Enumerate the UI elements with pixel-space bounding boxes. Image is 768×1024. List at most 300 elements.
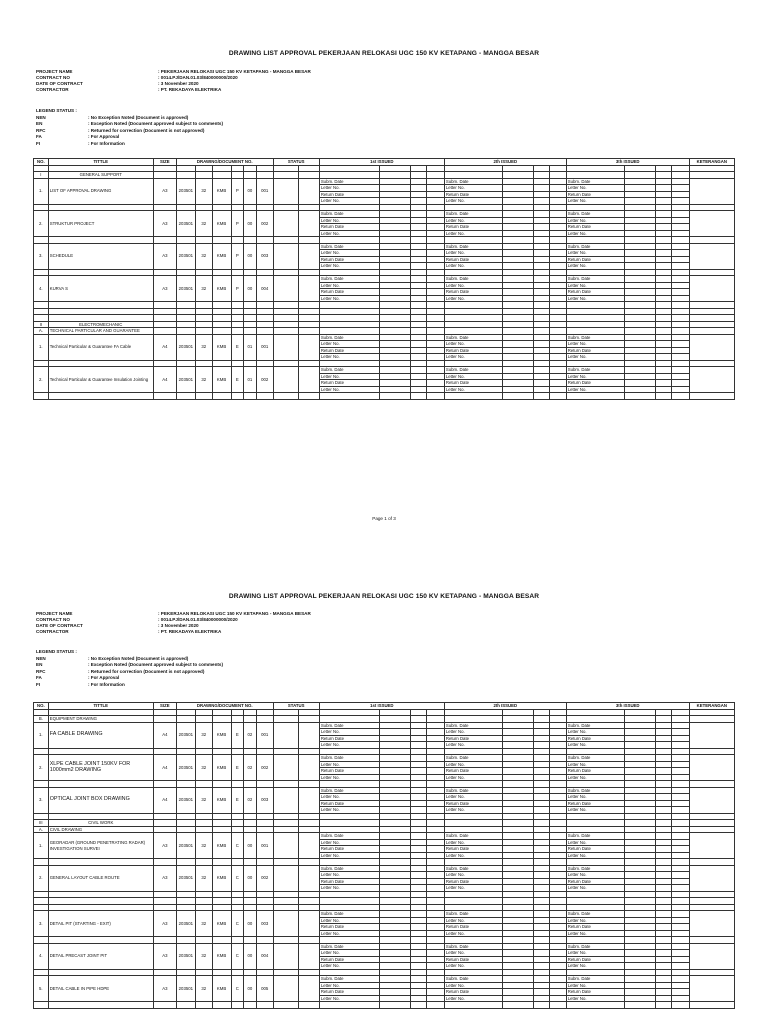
legend-desc: : For Approval [88, 675, 120, 681]
blank-cell [671, 1002, 689, 1009]
doc-part: 203501 [176, 367, 195, 393]
issue-label: Subm. Date [319, 943, 379, 950]
issue-label: Letter No. [566, 794, 624, 801]
issue-label: Letter No. [566, 354, 624, 361]
issue-label: Subm. Date [444, 178, 502, 185]
item-title: KURVA S [48, 276, 153, 302]
status-cell [298, 276, 319, 302]
status-cell [273, 276, 298, 302]
section-no: III [34, 820, 49, 827]
doc-part: E [231, 787, 244, 813]
issue-label: Letter No. [444, 341, 502, 348]
section-no: I [34, 172, 49, 179]
col-second-issued: 2th ISSUED [444, 159, 566, 166]
issue-label: Letter No. [444, 729, 502, 736]
issue-label: Letter No. [566, 807, 624, 814]
issue-label: Letter No. [566, 282, 624, 289]
legend-code: RFC [36, 668, 46, 674]
issue-label: Letter No. [444, 807, 502, 814]
legend-code: FA [36, 675, 42, 681]
section-title: CIVIL DRAWING [48, 826, 153, 833]
doc-part: KMB [212, 367, 231, 393]
remark-cell [689, 911, 734, 937]
issue-label: Letter No. [444, 885, 502, 892]
legend-code: EN [36, 662, 43, 668]
issue-label: Letter No. [444, 282, 502, 289]
issue-label: Letter No. [566, 217, 624, 224]
section-title: ELECTROMECHANIC [48, 321, 153, 328]
item-no: 1. [34, 722, 49, 748]
blank-cell [549, 393, 566, 400]
issue-label: Subm. Date [319, 722, 379, 729]
legend-desc: : For Information [88, 140, 125, 146]
item-size: A3 [153, 911, 176, 937]
blank-cell [256, 393, 273, 400]
issue-label: Return Date [319, 800, 379, 807]
issue-label: Return Date [566, 846, 624, 853]
status-cell [298, 722, 319, 748]
issue-label: Letter No. [319, 729, 379, 736]
issue-label: Letter No. [444, 185, 502, 192]
doc-part: 005 [256, 976, 273, 1002]
doc-part: 32 [195, 178, 212, 204]
doc-part: 02 [244, 755, 257, 781]
blank-cell [153, 393, 176, 400]
col-first-issued: 1st ISSUED [319, 159, 444, 166]
issue-label: Subm. Date [566, 911, 624, 918]
doc-part: 00 [244, 911, 257, 937]
issue-label: Return Date [319, 224, 379, 231]
legend-status [36, 649, 223, 689]
issue-label: Letter No. [566, 230, 624, 237]
issue-label: Letter No. [444, 774, 502, 781]
issue-label: Letter No. [566, 774, 624, 781]
blank-cell [195, 393, 212, 400]
blank-cell [379, 393, 411, 400]
remark-cell [689, 211, 734, 237]
item-title: Technical Particular & Guarantee Insulation Jointing [48, 367, 153, 393]
item-title: DETAIL PRECAST JOINT PIT [48, 943, 153, 969]
issue-label: Letter No. [444, 742, 502, 749]
section-title: EQUIPMENT DRAWING [48, 716, 153, 723]
doc-part: 203501 [176, 211, 195, 237]
status-cell [273, 722, 298, 748]
item-size: A4 [153, 367, 176, 393]
doc-part: 32 [195, 722, 212, 748]
issue-label: Return Date [566, 380, 624, 387]
issue-label: Return Date [566, 256, 624, 263]
doc-part: 02 [244, 722, 257, 748]
issue-label: Letter No. [319, 761, 379, 768]
issue-label: Letter No. [444, 982, 502, 989]
doc-part: KMB [212, 911, 231, 937]
doc-part: 32 [195, 276, 212, 302]
legend-code: FI [36, 681, 41, 687]
blank-cell [656, 1002, 672, 1009]
legend-desc: : No Exception Noted (Document is approved) [88, 655, 189, 661]
remark-cell [689, 367, 734, 393]
item-title: STRUKTUR PROJECT [48, 211, 153, 237]
item-no: 2. [34, 211, 49, 237]
meta-key: PROJECT NAME [36, 611, 73, 616]
issue-label: Subm. Date [566, 243, 624, 250]
blank-cell [624, 393, 656, 400]
blank-cell [426, 393, 444, 400]
issue-label: Letter No. [566, 295, 624, 302]
meta-key: CONTRACTOR [36, 87, 69, 93]
blank-cell [534, 393, 550, 400]
issue-label: Subm. Date [566, 833, 624, 840]
doc-part: C [231, 943, 244, 969]
legend-code: NEN [36, 114, 46, 120]
section-no: A. [34, 826, 49, 833]
status-cell [273, 787, 298, 813]
item-no: 4. [34, 276, 49, 302]
col-size: SIZE [153, 159, 176, 166]
status-cell [273, 943, 298, 969]
blank-cell [212, 393, 231, 400]
issue-label: Letter No. [444, 794, 502, 801]
section-title: TECHNICAL PARTICULAR AND GUARANTEE [48, 328, 153, 335]
legend-code: RFC [36, 127, 46, 133]
issue-label: Letter No. [566, 729, 624, 736]
doc-part: KMB [212, 833, 231, 859]
col-status: STATUS [273, 703, 319, 710]
status-cell [298, 833, 319, 859]
doc-part: 001 [256, 334, 273, 360]
issue-label: Return Date [319, 989, 379, 996]
item-no: 3. [34, 243, 49, 269]
issue-label: Return Date [444, 347, 502, 354]
issue-label: Return Date [444, 800, 502, 807]
page-number: Page 1 of 3 [372, 516, 396, 521]
doc-part: 002 [256, 211, 273, 237]
doc-part: KMB [212, 722, 231, 748]
issue-label: Subm. Date [319, 243, 379, 250]
item-no: 1. [34, 833, 49, 859]
doc-part: 002 [256, 755, 273, 781]
status-cell [298, 865, 319, 891]
meta-value: : 0014.PJ/DAN.01.03/840000000/2020 [158, 75, 238, 81]
blank-row [34, 1002, 735, 1009]
doc-part: C [231, 865, 244, 891]
meta-key: DATE OF CONTRACT [36, 81, 83, 87]
issue-label: Subm. Date [566, 943, 624, 950]
blank-cell [212, 1002, 231, 1009]
item-size: A3 [153, 178, 176, 204]
status-cell [298, 787, 319, 813]
issue-label: Return Date [444, 380, 502, 387]
blank-cell [298, 1002, 319, 1009]
issue-label: Letter No. [444, 230, 502, 237]
col-remark: KETERANGAN [689, 159, 734, 166]
issue-label: Letter No. [566, 250, 624, 257]
issue-label: Subm. Date [444, 755, 502, 762]
issue-label: Letter No. [444, 852, 502, 859]
legend-row [36, 669, 223, 676]
section-no: B. [34, 716, 49, 723]
status-cell [298, 243, 319, 269]
doc-part: 32 [195, 833, 212, 859]
issue-label: Subm. Date [319, 911, 379, 918]
legend-row [36, 675, 223, 682]
issue-label: Subm. Date [444, 722, 502, 729]
doc-part: 02 [244, 787, 257, 813]
issue-label: Return Date [444, 191, 502, 198]
issue-label: Return Date [444, 924, 502, 931]
col-third-issued: 3th ISSUED [566, 703, 689, 710]
issue-label: Letter No. [566, 852, 624, 859]
doc-part: KMB [212, 178, 231, 204]
item-no: 1. [34, 178, 49, 204]
legend-heading: LEGEND STATUS : [36, 649, 77, 654]
doc-part: 203501 [176, 334, 195, 360]
issue-label: Return Date [566, 956, 624, 963]
issue-label: Letter No. [566, 995, 624, 1002]
blank-cell [411, 393, 427, 400]
issue-label: Letter No. [444, 354, 502, 361]
doc-part: E [231, 755, 244, 781]
doc-part: 203501 [176, 276, 195, 302]
doc-part: 32 [195, 787, 212, 813]
legend-desc: : No Exception Noted (Document is approved) [88, 114, 189, 120]
col-title: TITTLE [48, 159, 153, 166]
item-no: 2. [34, 755, 49, 781]
blank-cell [444, 1002, 502, 1009]
issue-label: Return Date [319, 768, 379, 775]
doc-part: 00 [244, 943, 257, 969]
item-title: Technical Particular & Guarantee FA Cable [48, 334, 153, 360]
blank-cell [549, 1002, 566, 1009]
issue-label: Return Date [444, 735, 502, 742]
legend-desc: : Returned for correction (Document is not approved) [88, 127, 205, 133]
section-no: II [34, 321, 49, 328]
issue-label: Subm. Date [566, 334, 624, 341]
issue-label: Return Date [566, 735, 624, 742]
issue-label: Subm. Date [319, 865, 379, 872]
status-cell [298, 976, 319, 1002]
blank-cell [256, 1002, 273, 1009]
status-cell [273, 865, 298, 891]
doc-part: 00 [244, 178, 257, 204]
doc-part: 203501 [176, 976, 195, 1002]
issue-label: Return Date [566, 768, 624, 775]
item-title: GENERAL LAYOUT CABLE ROUTE [48, 865, 153, 891]
item-size: A4 [153, 334, 176, 360]
issue-label: Subm. Date [444, 787, 502, 794]
item-size: A4 [153, 787, 176, 813]
doc-part: E [231, 722, 244, 748]
issue-label: Subm. Date [444, 367, 502, 374]
issue-label: Letter No. [444, 761, 502, 768]
issue-label: Subm. Date [444, 276, 502, 283]
issue-label: Letter No. [319, 373, 379, 380]
issue-label: Subm. Date [444, 943, 502, 950]
meta-value: : PT. REKADAYA ELEKTRIKA [158, 87, 222, 93]
remark-cell [689, 755, 734, 781]
issue-label: Letter No. [319, 341, 379, 348]
col-first-issued: 1st ISSUED [319, 703, 444, 710]
blank-cell [319, 393, 379, 400]
item-title: SCHEDULE [48, 243, 153, 269]
doc-part: 01 [244, 334, 257, 360]
doc-part: 001 [256, 833, 273, 859]
doc-part: KMB [212, 276, 231, 302]
issue-label: Return Date [566, 224, 624, 231]
issue-label: Letter No. [319, 185, 379, 192]
col-third-issued: 3th ISSUED [566, 159, 689, 166]
issue-label: Return Date [444, 989, 502, 996]
section-title: CIVIL WORK [48, 820, 153, 827]
item-no: 1. [34, 334, 49, 360]
remark-cell [689, 276, 734, 302]
drawing-table [33, 702, 735, 1009]
section-title: GENERAL SUPPORT [48, 172, 153, 179]
doc-part: 203501 [176, 178, 195, 204]
issue-label: Letter No. [319, 774, 379, 781]
status-cell [298, 178, 319, 204]
issue-label: Letter No. [319, 963, 379, 970]
issue-label: Letter No. [319, 230, 379, 237]
issue-label: Letter No. [319, 807, 379, 814]
doc-part: P [231, 243, 244, 269]
status-cell [273, 976, 298, 1002]
doc-part: E [231, 367, 244, 393]
issue-label: Subm. Date [319, 833, 379, 840]
doc-part: 203501 [176, 833, 195, 859]
doc-part: 01 [244, 367, 257, 393]
issue-label: Subm. Date [444, 833, 502, 840]
blank-cell [244, 1002, 257, 1009]
blank-cell [244, 393, 257, 400]
issue-label: Return Date [319, 347, 379, 354]
doc-part: 203501 [176, 865, 195, 891]
doc-part: E [231, 334, 244, 360]
issue-label: Return Date [566, 878, 624, 885]
meta-row [36, 87, 311, 93]
remark-cell [689, 334, 734, 360]
doc-part: 004 [256, 943, 273, 969]
meta-value: : 3 November 2020 [158, 623, 199, 629]
issue-label: Return Date [319, 956, 379, 963]
issue-label: Letter No. [319, 872, 379, 879]
issue-label: Letter No. [566, 982, 624, 989]
col-second-issued: 2th ISSUED [444, 703, 566, 710]
blank-cell [273, 393, 298, 400]
issue-label: Letter No. [444, 995, 502, 1002]
doc-part: KMB [212, 943, 231, 969]
legend-row [36, 121, 223, 128]
legend-row [36, 656, 223, 663]
issue-label: Letter No. [319, 885, 379, 892]
legend-row [36, 662, 223, 669]
doc-part: P [231, 211, 244, 237]
issue-label: Subm. Date [566, 276, 624, 283]
blank-cell [689, 1002, 734, 1009]
legend-code: NEN [36, 655, 46, 661]
status-cell [273, 243, 298, 269]
issue-label: Letter No. [444, 373, 502, 380]
doc-part: 32 [195, 211, 212, 237]
issue-label: Subm. Date [444, 211, 502, 218]
doc-part: KMB [212, 755, 231, 781]
issue-label: Letter No. [319, 794, 379, 801]
issue-label: Subm. Date [444, 911, 502, 918]
status-cell [298, 211, 319, 237]
issue-label: Letter No. [566, 950, 624, 957]
project-meta [36, 611, 311, 635]
meta-value: : PEKERJAAN RELOKASI UGC 150 KV KETAPANG - MANGGA BESAR [158, 611, 311, 616]
issue-label: Return Date [319, 878, 379, 885]
issue-label: Return Date [566, 289, 624, 296]
blank-cell [411, 1002, 427, 1009]
meta-value: : 0014.PJ/DAN.01.03/840000000/2020 [158, 617, 238, 623]
blank-cell [48, 393, 153, 400]
blank-cell [671, 393, 689, 400]
meta-value: : PEKERJAAN RELOKASI UGC 150 KV KETAPANG - MANGGA BESAR [158, 69, 311, 74]
meta-key: CONTRACTOR [36, 629, 69, 635]
status-cell [273, 911, 298, 937]
item-no: 5. [34, 976, 49, 1002]
issue-label: Subm. Date [444, 243, 502, 250]
issue-label: Letter No. [566, 872, 624, 879]
page-title: DRAWING LIST APPROVAL PEKERJAAN RELOKASI UGC 150 KV KETAPANG - MANGGA BESAR [228, 50, 540, 57]
doc-part: 203501 [176, 911, 195, 937]
legend-desc: : Returned for correction (Document is not approved) [88, 668, 205, 674]
issue-label: Letter No. [444, 295, 502, 302]
blank-cell [444, 393, 502, 400]
blank-cell [48, 1002, 153, 1009]
issue-label: Return Date [319, 380, 379, 387]
status-cell [273, 367, 298, 393]
doc-part: 32 [195, 755, 212, 781]
legend-desc: : Exception Noted (Document approved subject to comments) [88, 121, 224, 127]
issue-label: Subm. Date [444, 865, 502, 872]
issue-label: Letter No. [319, 982, 379, 989]
issue-label: Return Date [444, 256, 502, 263]
issue-label: Letter No. [319, 263, 379, 270]
issue-label: Letter No. [444, 950, 502, 957]
issue-label: Subm. Date [319, 367, 379, 374]
status-cell [273, 178, 298, 204]
blank-cell [566, 1002, 624, 1009]
issue-label: Subm. Date [319, 755, 379, 762]
status-cell [273, 833, 298, 859]
col-no: NO. [34, 159, 49, 166]
blank-cell [624, 1002, 656, 1009]
issue-label: Letter No. [566, 185, 624, 192]
doc-part: KMB [212, 976, 231, 1002]
meta-key: CONTRACT NO [36, 617, 70, 623]
doc-part: 002 [256, 367, 273, 393]
item-title: LIST OF APPROVAL DRAWING [48, 178, 153, 204]
legend-row [36, 682, 223, 689]
issue-label: Return Date [444, 224, 502, 231]
project-meta [36, 69, 311, 93]
legend-row [36, 115, 223, 122]
issue-label: Return Date [444, 878, 502, 885]
doc-part: 00 [244, 211, 257, 237]
doc-part: 203501 [176, 787, 195, 813]
blank-cell [231, 393, 244, 400]
doc-part: 003 [256, 787, 273, 813]
doc-part: 00 [244, 976, 257, 1002]
blank-cell [566, 393, 624, 400]
issue-label: Letter No. [319, 217, 379, 224]
doc-part: P [231, 178, 244, 204]
col-doc: DRAWING/DOCUMENT NO. [176, 159, 273, 166]
issue-label: Letter No. [566, 885, 624, 892]
